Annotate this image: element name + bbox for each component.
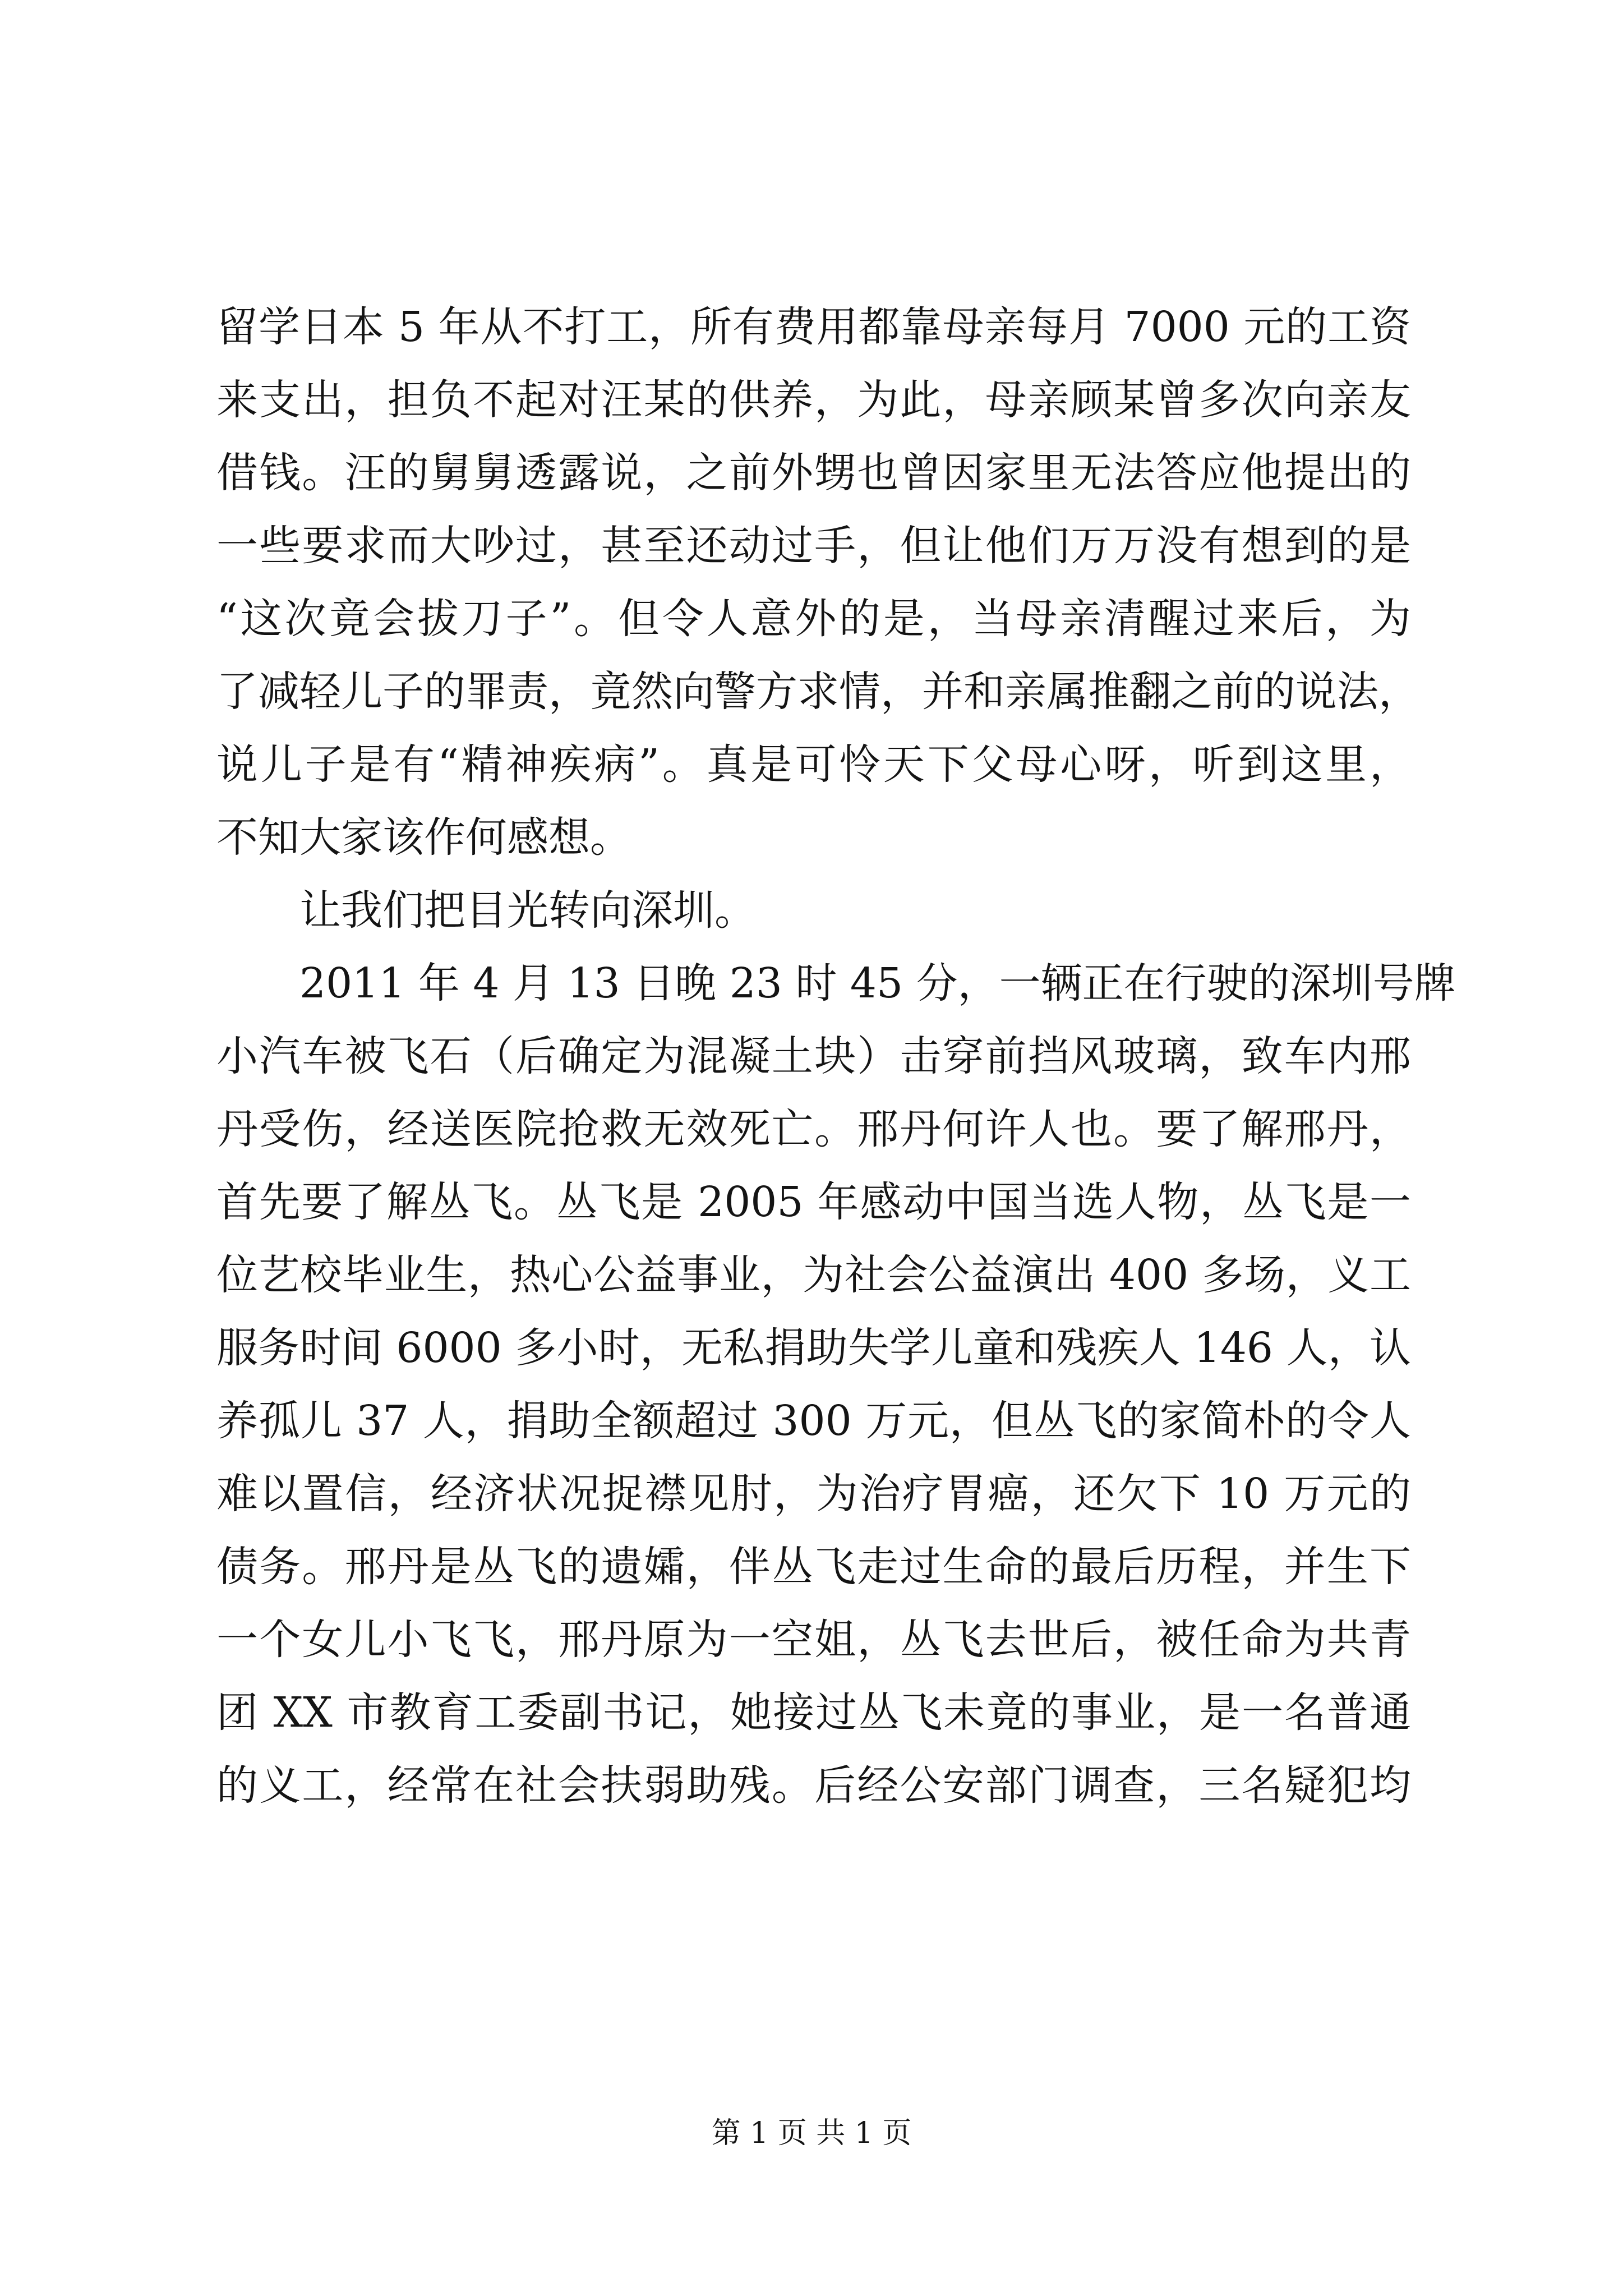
text-line: 借钱。汪的舅舅透露说，之前外甥也曾因家里无法答应他提出的 bbox=[216, 449, 1411, 497]
text-line: 一些要求而大吵过，甚至还动过手，但让他们万万没有想到的是 bbox=[216, 522, 1411, 570]
text-line: 首先要了解丛飞。丛飞是 2005 年感动中国当选人物，丛飞是一 bbox=[216, 1178, 1411, 1226]
text-line: 服务时间 6000 多小时，无私捐助失学儿童和残疾人 146 人，认 bbox=[216, 1324, 1411, 1372]
text-line: 团 XX 市教育工委副书记，她接过丛飞未竟的事业，是一名普通 bbox=[216, 1688, 1411, 1737]
body-text bbox=[216, 291, 1456, 1822]
text-line: 不知大家该作何感想。 bbox=[216, 813, 631, 862]
text-line: “这次竟会拔刀子”。但令人意外的是，当母亲清醒过来后，为 bbox=[216, 595, 1411, 643]
text-line: 一个女儿小飞飞，邢丹原为一空姐，丛飞去世后，被任命为共青 bbox=[216, 1616, 1411, 1664]
text-line: 留学日本 5 年从不打工，所有费用都靠母亲每月 7000 元的工资 bbox=[216, 303, 1411, 351]
text-line: 债务。邢丹是丛飞的遗孀，伴丛飞走过生命的最后历程，并生下 bbox=[216, 1543, 1411, 1591]
text-line: 来支出，担负不起对汪某的供养，为此，母亲顾某曾多次向亲友 bbox=[216, 376, 1411, 424]
text-line: 小汽车被飞石（后确定为混凝土块）击穿前挡风玻璃，致车内邢 bbox=[216, 1032, 1411, 1080]
paragraph-first-line: 2011 年 4 月 13 日晚 23 时 45 分，一辆正在行驶的深圳号牌 bbox=[299, 959, 1456, 1007]
paragraph-first-line: 让我们把目光转向深圳。 bbox=[299, 886, 756, 935]
page-number-footer: 第 1 页 共 1 页 bbox=[711, 2116, 912, 2150]
text-line: 丹受伤，经送医院抢救无效死亡。邢丹何许人也。要了解邢丹， bbox=[216, 1105, 1411, 1153]
text-line: 养孤儿 37 人，捐助全额超过 300 万元，但丛飞的家简朴的令人 bbox=[216, 1397, 1411, 1445]
text-line: 位艺校毕业生，热心公益事业，为社会公益演出 400 多场，义工 bbox=[216, 1251, 1411, 1299]
text-line: 难以置信，经济状况捉襟见肘，为治疗胃癌，还欠下 10 万元的 bbox=[216, 1470, 1411, 1518]
text-line: 的义工，经常在社会扶弱助残。后经公安部门调查，三名疑犯均 bbox=[216, 1761, 1411, 1810]
text-line: 了减轻儿子的罪责，竟然向警方求情，并和亲属推翻之前的说法， bbox=[216, 668, 1420, 716]
text-line: 说儿子是有“精神疾病”。真是可怜天下父母心呀，听到这里， bbox=[216, 740, 1411, 789]
